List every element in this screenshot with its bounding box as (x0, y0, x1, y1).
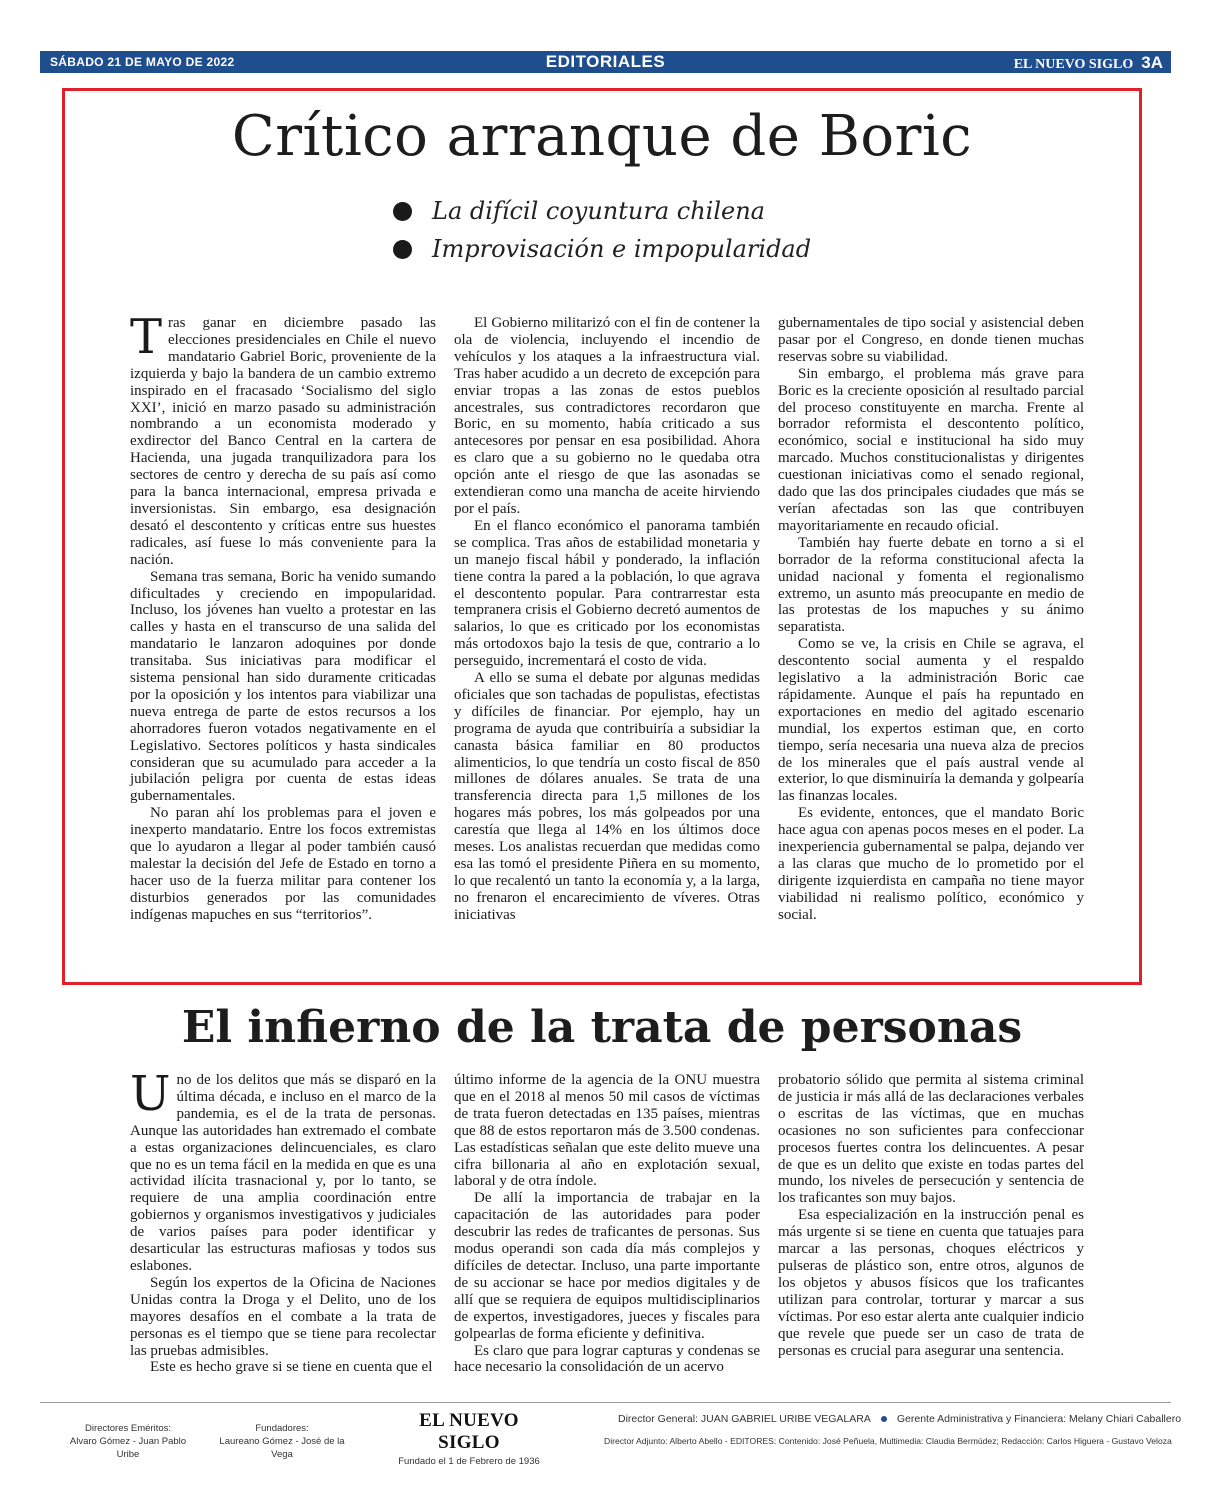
paragraph: De allí la importancia de trabajar en la capacitación de las autoridades para poder descubrir las redes de traficantes de personas. Sus modus operandi son cada día más complejos y difíciles de detectar. Incluso, una parte importante de su accionar se hace por medios digitales y de allí que se requiera de equipos multidisciplinarios de expertos, investigadores, jueces y fiscales para golpearlas de forma eficiente y definitiva. (454, 1190, 760, 1342)
section-name: EDITORIALES (545, 52, 666, 71)
paragraph (130, 1066, 436, 1275)
paragraph: Este es hecho grave si se tiene en cuenta que el (150, 1359, 433, 1376)
paragraph: Semana tras semana, Boric ha venido sumando dificultades y creciendo en impopularidad. Incluso, los jóvenes han vuelto a protestar en las calles y hasta en el transcurso de una salida del mandatario le lanzaron adoquines por donde transitaba. Sus iniciativas para modificar el sistema pensional han sido duramente criticadas por la oposición y los intentos para viabilizar una nueva entrega de parte de estos recursos a los ahorradores fueron votados negativamente en el Legislativo. Sectores políticos y hasta sindicales consideran que su acumulado para acceder a la jubilación peligra por cuenta de estas ideas gubernamentales. (130, 568, 436, 805)
paragraph: También hay fuerte debate en torno a si el borrador de la reforma constitucional afecta la unidad nacional y fomenta el regionalismo extremo, un asunto más preocupante en medio de las protestas de los mapuches y su ánimo separatista. (778, 534, 1084, 636)
paragraph: A ello se suma el debate por algunas medidas oficiales que son tachadas de populistas, efectistas y difíciles de financiar. Por ejemplo, hay un programa de ayuda que contribuiría a subsidiar la canasta básica familiar en 80 productos alimenticios, lo que tendría un costo fiscal de 850 millones de dólares anuales. Se trata de una transferencia directa para 1,5 millones de los hogares más pobres, los más golpeados por una carestía que llega al 14% en los últimos doce meses. Los analistas recuerdan que medidas como esa las tomó el presidente Piñera en su momento, lo que recalentó un tanto la economía y, a la larga, no frenaron el encarecimiento de víveres. Otras iniciativas (454, 670, 760, 923)
paragraph: Sin embargo, el problema más grave para Boric es la creciente oposición al resultado parcial del proceso constituyente en marcha. Frente al borrador reformista el descontento político, económico, social e institucional ha sido muy marcado. Muchos constitucionalistas y dirigentes cuestionan iniciativas como el senado regional, dado que las dos principales ciudades que más se verían afectadas son las que contribuyen mayoritariamente en recaudo oficial. (778, 365, 1084, 534)
paragraph-text: ras ganar en diciembre pasado las elecciones presidenciales en Chile el nuevo mandatario Gabriel Boric, proveniente de la izquierda y bajo la bandera de un cambio extremo inspirado en el fracasado ‘Socialismo del siglo XXI’, inició en marzo pasado su administración nombrando a un economista moderado y exdirector del Banco Central en la cartera de Hacienda, una jugada tranquilizadora para los sectores de centro y derecha de su país así como para la banca internacional, empresa privada e inversionistas. Sin embargo, esa designación desató el descontento y críticas entre sus huestes radicales, así fuese lo más conveniente para la nación. (130, 315, 436, 568)
paragraph: El Gobierno militarizó con el fin de contener la ola de violencia, incluyendo el incendio de vehículos y los ataques a la infraestructura vial. Tras haber acudido a un decreto de excepción para enviar tropas a las zonas de estos pueblos ancestrales, sus contradictores recordaron que Boric, en su momento, había criticado a sus antecesores por pensar en esa posibilidad. Ahora es claro que a su gobierno no le quedaba otra opción ante el riesgo de que las asonadas se extendieran como una mancha de aceite hirviendo por el país. (454, 315, 760, 517)
bullet-dot-icon (393, 202, 412, 221)
editorial-title-trata: El infierno de la trata de personas (181, 1002, 1023, 1053)
emeritus-label: Directores Eméritos: (84, 1423, 172, 1434)
paragraph: Según los expertos de la Oficina de Naciones Unidas contra la Droga y el Delito, uno de los mayores desafíos en el combate a la trata de personas es el tiempo que se tiene para recolectar las pruebas admisibles. (130, 1274, 436, 1359)
bullet-dot-icon (393, 240, 412, 259)
article-boric-body (130, 309, 1084, 965)
issue-date: SÁBADO 21 DE MAYO DE 2022 (50, 55, 235, 69)
founders (212, 1422, 352, 1461)
paragraph-text: no de los delitos que más se disparó en la última década, e incluso en el marco de la pandemia, es el de la trata de personas. Aunque las autoridades han extremado el combate a estas organizaciones delincuenciales, es claro que no es un tema fácil en la medida en que es una actividad ilícita trasnacional y, por lo tanto, se requiere de una amplia coordinación entre gobiernos y organismos investigativos y judiciales de varios países para poder identificar y desarticular las estructuras mafiosas y todos sus eslabones. (130, 1072, 436, 1274)
page-number: 3A (1141, 53, 1163, 72)
article-column-1 (130, 309, 436, 965)
logo-wordmark: EL NUEVO SIGLO (419, 1410, 519, 1453)
founding-date: Fundado el 1 de Febrero de 1936 (398, 1456, 540, 1467)
bullet-item (393, 192, 993, 230)
drop-cap: U (130, 1066, 171, 1122)
paragraph: En el flanco económico el panorama también se complica. Tras años de estabilidad monetaria y un manejo fiscal hábil y ponderado, la inflación tiene contra la pared a la población, lo que agrava el descontento popular. Para contrarrestar esta tempranera crisis el Gobierno decretó aumentos de salarios, lo que es criticado por los economistas más ortodoxos bajo la tesis de que, contrario a lo perseguido, incrementará el costo de vida. (454, 517, 760, 670)
paragraph: Es claro que para lograr capturas y condenas se hace necesario la consolidación de un acervo (454, 1342, 760, 1376)
staff-line-1 (618, 1413, 1181, 1425)
bullet-text: La difícil coyuntura chilena (432, 197, 765, 225)
paragraph: gubernamentales de tipo social y asistencial deben pasar por el Congreso, en donde tienen muchas reservas sobre su viabilidad. (778, 315, 1084, 365)
bullet-text: Improvisación e impopularidad (432, 235, 812, 263)
footer-divider (40, 1402, 1171, 1403)
founders-label: Fundadores: (255, 1423, 309, 1434)
emeritus-names: Alvaro Gómez - Juan Pablo Uribe (69, 1436, 187, 1460)
founders-names: Laureano Gómez - José de la Vega (219, 1436, 345, 1460)
paragraph (130, 309, 436, 569)
paragraph: Esa especialización en la instrucción penal es más urgente si se tiene en cuenta que tatuajes para marcar a las personas, choques eléctricos y pulseras de plástico son, entre otros, algunos de los objetos y abusos físicos que los traficantes utilizan para controlar, torturar y marcar a sus víctimas. Por eso estar alerta ante cualquier indicio que revele que puede ser un caso de trata de personas es crucial para asegurar una sentencia. (778, 1207, 1084, 1359)
subtitle-bullets (393, 192, 993, 268)
admin-manager: Gerente Administrativa y Financiera: Melany Chiari Caballero (896, 1413, 1182, 1425)
article-column-1 (130, 1066, 436, 1382)
paragraph: último informe de la agencia de la ONU muestra que en el 2018 al menos 50 mil casos de víctimas de trata fueron detectadas en 135 países, mientras que 88 de estos reportaron más de 3.500 condenas. Las estadísticas señalan que este delito mueve una cifra billonaria al año en explotación sexual, laboral y de otra índole. (454, 1072, 760, 1190)
drop-cap: T (130, 309, 163, 365)
director-general: Director General: JUAN GABRIEL URIBE VEGALARA (618, 1413, 871, 1425)
separator-dot-icon (881, 1416, 887, 1422)
paragraph: Como se ve, la crisis en Chile se agrava, el descontento social aumenta y el respaldo legislativo a la administración Boric cae rápidamente. Aunque el país ha repuntado en exportaciones en medio del agitado escenario mundial, los expertos estiman que, en corto tiempo, sería necesaria una nueva alza de precios de los minerales que el país austral vende al exterior, lo que disminuiría la demanda y golpearía las finanzas locales. (778, 636, 1084, 805)
article-column-2 (454, 1072, 760, 1382)
paragraph: No paran ahí los problemas para el joven e inexperto mandatario. Entre los focos extremistas que lo ayudaron a llegar al poder también causó malestar la decisión del Jefe de Estado en torno a hacer uso de la fuerza militar para contener los disturbios generados por las comunidades indígenas mapuches en sus “territorios”. (130, 805, 436, 923)
bullet-item (393, 230, 993, 268)
newspaper-mark (1014, 53, 1163, 73)
paragraph: probatorio sólido que permita al sistema criminal de justicia ir más allá de las declaraciones verbales o escritas de las víctimas, que en muchas ocasiones no son suficientes para confeccionar procesos fuertes contra los delincuentes. A pesar de que es un delito que existe en todas partes del mundo, los niveles de persecución y sentencia de los traficantes son muy bajos. (778, 1072, 1084, 1207)
article-trata-body (130, 1066, 1084, 1382)
newspaper-logo (398, 1410, 540, 1467)
article-column-2 (454, 315, 760, 965)
newspaper-name: EL NUEVO SIGLO (1013, 57, 1134, 72)
editorial-title-boric: Crítico arranque de Boric (231, 104, 973, 169)
article-column-3 (778, 1072, 1084, 1382)
paragraph: Es evidente, entonces, que el mandato Boric hace agua con apenas pocos meses en el poder. La inexperiencia gubernamental se palpa, dejando ver a las claras que mucho de lo prometido por el dirigente izquierdista en campaña no tiene mayor viabilidad ni realismo político, económico y social. (778, 805, 1084, 923)
staff-line-2: Director Adjunto: Alberto Abello - EDITORES: Contenido: José Peñuela, Multimedia: Claudia Bermúdez; Redacción: Carlos Higuera - Gustavo Veloza (604, 1436, 1172, 1446)
emeritus-directors (58, 1422, 198, 1461)
section-header-bar (40, 51, 1171, 73)
article-column-3 (778, 315, 1084, 965)
